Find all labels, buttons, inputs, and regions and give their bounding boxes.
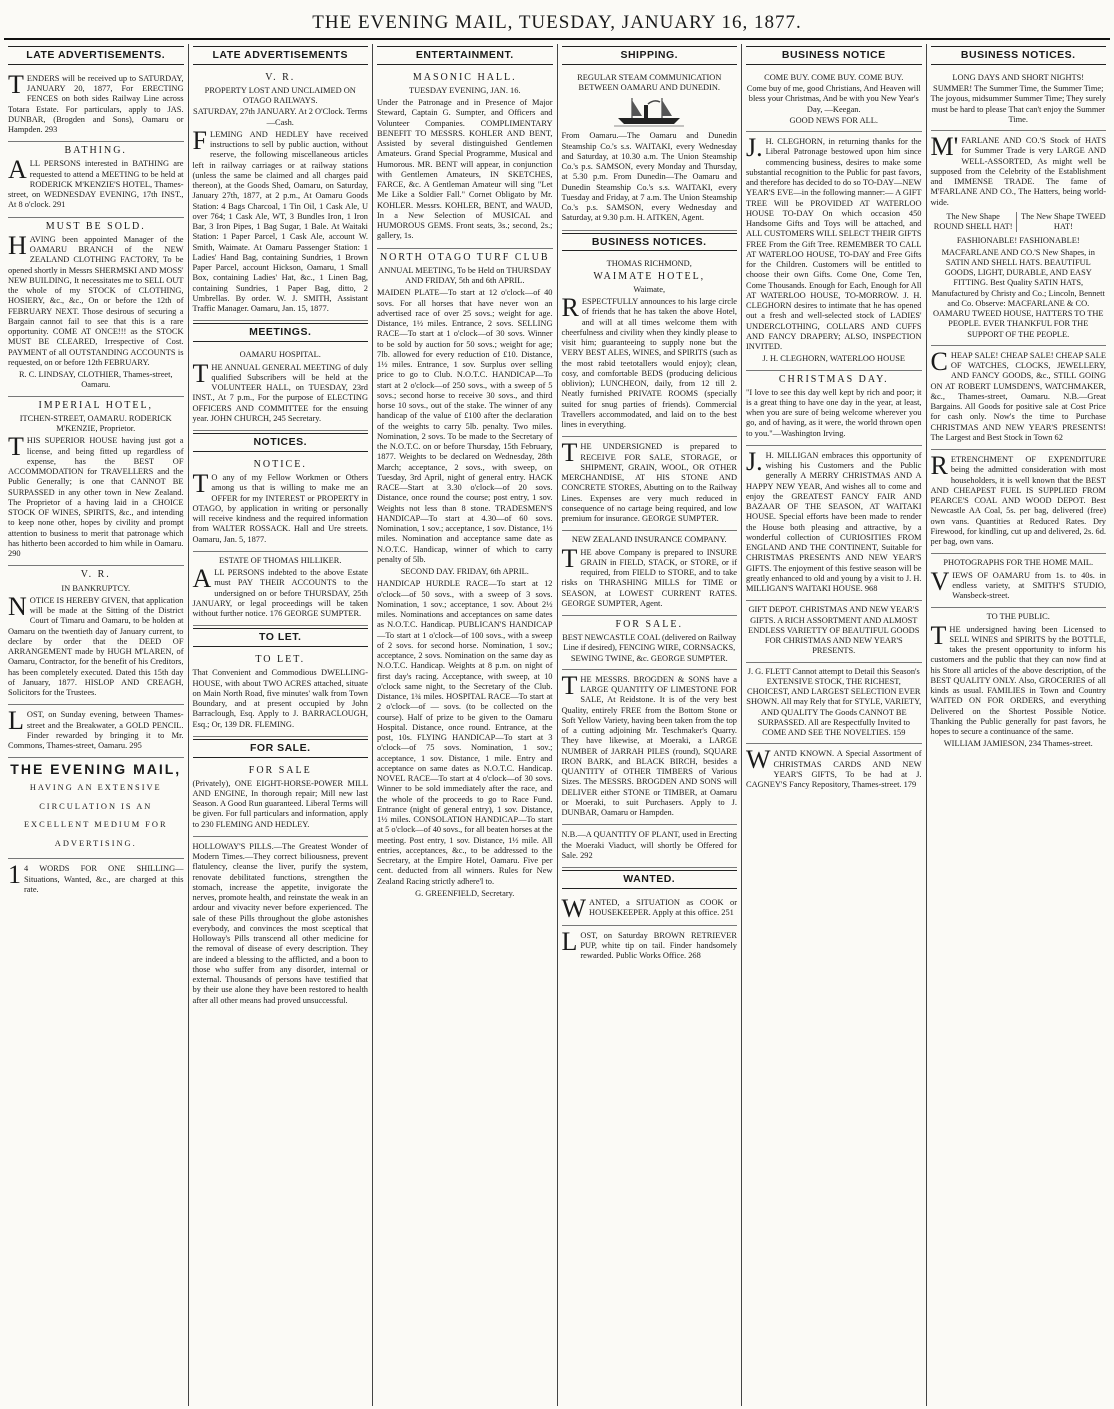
ad-heading: CHRISTMAS DAY.	[778, 373, 889, 385]
ad-heading: LONG DAYS AND SHORT NIGHTS!	[952, 72, 1085, 82]
ad-text: From Oamaru.—The Oamaru and Dunedin Steamship Co.'s s.s. WAITAKI, every Wednesday and Saturday, at 10.30 a.m. The Union Steamship Co.'s p.s. SAMSON, every Monday and Thursday, at 5.30 p.m. From Dunedin—The Oamaru and Dunedin Steamship Co.'s s.s. WAITAKI, every Tuesday and Friday, at 7 a.m. The Union Steamship Co.'s p.s. SAMSON, every Wednesday and Saturday, at 9.30 p.m. H. AITKEN, Agent.	[561, 131, 737, 223]
ad-text: WANTED, a SITUATION as COOK or HOUSEKEEPER. Apply at this office. 251	[561, 894, 737, 924]
ad-text: TENDERS will be received up to SATURDAY, JANUARY 20, 1877, For ERECTING FENCES on both sides Railway Line across Totara Estate. For particulars, apply to JAS. DUNBAR, (Brogden and Sons), Oamaru or Hampden. 293	[8, 69, 184, 135]
ad-retrenchment	[931, 450, 1107, 554]
ad-text: THIS SUPERIOR HOUSE having just got a license, and being fitted up regardless of expense, has the BEST OF ACCOMMODATION for TRAVELLERS and the Public Generally; is one that CANNOT BE SURPASSED in any other town in New Zealand. The Proprietor of a having laid in a CHOICE STOCK OF WINES, SPIRITS, &c., and intending to keep none other, hopes by civility and prompt attention to business to merit that patronage which has hitherto been accorded to him while in Oamaru. 290	[8, 432, 184, 559]
ad-text: RESPECTFULLY announces to his large circle of friends that he has taken the above Hotel, and will at all times welcome them with cheerfulness and civility when they kindly please to visit him; guaranteeing to supply none but the VERY BEST ALES, WINES, and SPIRITS (such as the most rabid teetotallers would enjoy); clean, cosy, and comfortable BEDS (producing delicious oblivion); LUNCHEON, daily, from 12 till 2. Neatly furnished PRIVATE ROOMS (specially suited for snug parties of friends). Commercial Travellers accommodated, and laid on to the best lines in everything.	[561, 293, 737, 430]
section-heading: WANTED.	[562, 870, 738, 889]
ad-text: THE undersigned having been Licensed to SELL WINES and SPIRITS by the BOTTLE, takes the present opportunity to inform his customers and the public that they can now find at his Store all articles of the above description, of the BEST QUALITY ONLY. Also, GROCERIES of all kinds as usual. FAMILIES in Town and Country WAITED ON FOR ORDERS, and everything Delivered on the Shortest Possible Notice. Thanking the Public generally for past favors, he hopes to secure a continuance of the same.	[930, 620, 1106, 737]
ad-notice	[193, 456, 369, 552]
column-4	[558, 44, 743, 1406]
ad-heading: REGULAR STEAM COMMUNICATION BETWEEN OAMARU AND DUNEDIN.	[577, 72, 722, 93]
section-heading: BUSINESS NOTICES.	[562, 233, 738, 252]
ad-heading: FASHIONABLE! FASHIONABLE!	[956, 236, 1080, 246]
ad-text: That Convenient and Commodious DWELLING-HOUSE, with about TWO ACRES attached, situate on Main North Road, five minutes' walk from Town Boundary, and at present occupied by John Barraclough, Esq. Apply to J. BARRACLOUGH, Esq.; Or, 139 DR. FLEMING.	[192, 668, 368, 729]
section-heading: NOTICES.	[193, 433, 369, 452]
ad-wanted-cook	[562, 893, 738, 926]
ad-subheading: SATURDAY, 27th JANUARY. At 2 O'Clock. Terms—Cash.	[193, 107, 368, 127]
ad-heading: FOR SALE	[248, 764, 312, 776]
ad-heading: NEW ZEALAND INSURANCE COMPANY.	[571, 535, 727, 545]
ad-royal-mark: V. R.	[80, 569, 111, 581]
ad-brogden	[562, 670, 738, 826]
ad-heading: OAMARU HOSPITAL.	[239, 350, 321, 360]
ad-waimate-hotel	[562, 255, 738, 437]
ad-heading: NOTICE.	[253, 458, 307, 470]
ad-holloway-pills	[193, 837, 369, 1012]
ad-text: HANDICAP HURDLE RACE—To start at 12 o'clock—of 50 sovs., with a sweep of 3 sovs. Nomination, 1 sov.; acceptance, 1 sov. About 2½ miles. Nominations and acceptances on same dates as N.O.T.C. Handicap. PUBLICAN'S HANDICAP—To start at 1 o'clock—of 100 sovs., with a sweep of 2 sovs. for second horse. Nomination, 1 sov.; acceptance, 2 sovs. Nomination on the same day as N.O.T.C. Handicap. Weights at 8 p.m. on night of first day's racing. Acceptance, with sweep, at 10 o'clock same night, to the Secretary of the Club. Distance, 1¾ miles. HOSPITAL RACE—To start at 2 o'clock—of — sovs. (to be collected on the course). Half of prize to be given to the Oamaru Hospital. Distance, once round. Entrance, at the post, 10s. FLYING HANDICAP—To start at 3 o'clock—of 75 sovs. Nomination, 1 sov.; acceptance, 1 sov. Distance, 1 mile. Entry and acceptance on same dates as N.O.T.C. Handicap. NOVEL RACE—To start at 4 o'clock—of 30 sovs. Winner to be sold immediately after the race, and the whole of the proceeds to go to Race Fund. Entrance (night of general entry), 1 sov. Distance, 1½ miles. CONSOLATION HANDICAP—To start at 5 o'clock—of 40 sovs., for all beaten horses at the meeting. Post entry, 1 sov. Distance, 1½ mile. All entries, acceptances, &c., to be addressed to the Secretary, at the Empire Hotel, Oamaru. Five per cent. deducted from all winners. Rules for New Zealand Racing strictly adhere'l to.	[377, 579, 553, 886]
ad-text: LOST, on Saturday BROWN RETRIEVER PUP, white tip on tail. Finder handsomely rewarded. Public Works Office. 268	[561, 926, 737, 961]
ad-text: ALL PERSONS indebted to the above Estate must PAY THEIR ACCOUNTS to the undersigned on or before THURSDAY, 25th JANUARY, or legal proceedings will be taken without further notice. 176 GEORGE SUMPTER.	[192, 564, 368, 619]
ad-masonic-hall	[377, 69, 553, 249]
ad-text: NOTICE IS HEREBY GIVEN, that application will be made at the Sitting of the District Court of Timaru and Oamaru, to be holden at Oamaru on the twentieth day of January current, to declare by order that the DEED OF ARRANGEMENT made by HUGH M'LAREN, of Oamaru, Contractor, for the benefit of his Creditors, has been completely executed. Dated this 15th day of January, 1877. HISLOP AND CREAGH, Solicitors for the Trustees.	[8, 591, 184, 698]
ad-subheading: SECOND DAY. FRIDAY, 6th APRIL.	[400, 567, 529, 577]
ad-text: M'FARLANE AND CO.'S Stock of HATS for Summer Trade is very LARGE AND WELL-ASSORTED, As might well be supposed from the Celebrity of the Establishment and IMMENSE TRADE. The fame of M'FARLANE AND CO., The Hatters, being world-wide.	[930, 132, 1106, 207]
ad-heading: FOR SALE.	[615, 619, 683, 631]
ad-heading: IN BANKRUPTCY.	[61, 583, 131, 593]
ad-text: LOST, on Sunday evening, between Thames-street and the Breakwater, a GOLD PENCIL. Finder rewarded by bringing it to Mr. Commons, Thames-street, Oamaru. 295	[8, 706, 184, 751]
ad-text: CHEAP SALE! CHEAP SALE! CHEAP SALE OF WATCHES, CLOCKS, JEWELLERY, AND FANCY GOODS, &c., STILL GOING ON AT ROBERT LUMSDEN'S, WATCHMAKER, &c., Thames-street, Oamaru. N.B.—Great Bargains. All Goods for positive sale at Cost Price for cash only. Now's the time to Purchase CHRISTMAS AND NEW YEAR'S PRESENTS! The Largest and Best Stock in Town 62	[930, 346, 1106, 442]
ad-bathing	[8, 142, 184, 217]
ad-subheading: TUESDAY EVENING, JAN. 16.	[408, 85, 521, 95]
ad-mill-for-sale	[193, 762, 369, 837]
ad-lost-pup	[562, 926, 738, 968]
column-5	[742, 44, 927, 1406]
ad-text: THE ANNUAL GENERAL MEETING of duly qualified Subscribers will be held at the VOLUNTEER HALL, on TUESDAY, 23rd INST., At 7 p.m., For the purpose of ELECTING OFFICERS AND COMMITTEE for the ensuing year. JOHN CHURCH, 245 Secretary.	[192, 358, 368, 423]
ad-text: Come buy of me, good Christians, And Heaven will bless your Christmas, And be with you New Year's Day, —Keegan.	[746, 84, 921, 114]
ad-signature: G. GREENFIELD, Secretary.	[415, 888, 515, 898]
ad-heading: MASONIC HALL.	[412, 71, 517, 83]
ad-text: MACFARLANE AND CO.'S New Shapes, in SATIN AND SHELL HATS. BEAUTIFUL GOODS, LIGHT, DURABLE, AND EASY FITTING. Best Quality SATIN HATS, Manufactured by Christy and Co.; Lincoln, Bennett and Co. Observe: MACFARLANE & CO. OAMARU TWEED HOUSE, HATTERS TO THE PEOPLE. EVER THANKFUL FOR THE SUPPORT OF THE PEOPLE.	[931, 247, 1105, 339]
section-heading: TO LET.	[193, 628, 369, 647]
ad-stores	[562, 437, 738, 531]
ad-text: HOLLOWAY'S PILLS.—The Greatest Wonder of Modern Times.—They correct biliousness, prevent flatulency, cleanse the liver, purify the system, renovate debilitated functions, strengthen the stomach, increase the appetite, invigorate the nerves, promote health, and reinstate the weak in an ardour and vivacity never before experienced. The sale of these Pills throughout the globe astonishes everybody, and convinces the most sceptical that Holloway's Pills transcend all other medicine for the removal of disease of every description. They are indeed a blessing to the afflicted, and a boon to those who suffer from any disorder, internal or external. Thousands of persons have testified that by their use alone they have been restored to health after all other means had proved unsuccessful.	[192, 841, 368, 1005]
ad-evening-mail	[8, 758, 184, 859]
ad-signature: R. C. LINDSAY, CLOTHIER, Thames-street, Oamaru.	[18, 370, 173, 390]
ad-railway-property	[193, 69, 369, 322]
ad-text: MAIDEN PLATE—To start at 12 o'clock—of 40 sovs. For all horses that have never won an advertised race of over 25 sovs.; weight for age. Distance, 1½ miles. Entrance, 2 sovs. SELLING RACE—To start at 1 o'clock—of 30 sovs. Winner to be sold by auction for 50 sovs.; weight for age; 7lb. allowed for every reduction of £10. Distance, 1½ miles. Entrance, 1 sov. Surplus over selling price to go to Club. N.O.T.C. HANDICAP—To start at 2 o'clock—of 250 sovs., with a sweep of 5 sovs.; second horse to receive 30 sovs., and third horse 10 sovs., out of the stake. The winner of any handicap of the value of £100 after the declaration of the weights to carry 5lb. penalty. Two miles. Nomination, 2 sovs. To be made to the Secretary of the N.O.T.C. on or before Thursday, 15th February, 1877. Weights to be declared on Wednesday, 28th March; acceptance, 2 sovs., with sweep, on Tuesday, 3rd April, night of general entry. HACK RACE—Start at 3.30 o'clock—of 20 sovs. Distance, once round the course; post entry, 1 sov. Weights not less than 8 stone. TRADESMEN'S HANDICAP—To start at 4.30—of 60 sovs. Nomination, 1 sov.; acceptance, 1 sov. Distance, 1½ miles. Nomination and acceptance same date as N.O.T.C. Handicap, winner of which to carry penalty of 5lb.	[377, 288, 553, 564]
ad-imperial-hotel	[8, 397, 184, 567]
column-6	[927, 44, 1111, 1406]
ad-heading: PROPERTY LOST AND UNCLAIMED ON OTAGO RAILWAYS.	[204, 85, 356, 106]
ad-text: J. G. FLETT Cannot attempt to Detail this Season's EXTENSIVE STOCK, THE RICHEST, CHOICEST, AND LARGEST SELECTION EVER SHOWN. All may Rely that for STYLE, VARIETY, AND QUALITY The Goods CANNOT BE SURPASSED. All are Respectfully Invited to COME AND SEE THE NOVELTIES. 159	[746, 666, 922, 738]
section-heading: BUSINESS NOTICES.	[931, 46, 1107, 65]
ad-signature: J. H. CLEGHORN, WATERLOO HOUSE	[762, 354, 905, 364]
ad-gift-depot	[746, 601, 922, 662]
ad-tenders	[8, 69, 184, 143]
ad-heading: NORTH OTAGO TURF CLUB	[379, 251, 550, 263]
ad-heading: TO THE PUBLIC.	[986, 612, 1050, 622]
ad-signature: WILLIAM JAMIESON, 234 Thames-street.	[943, 739, 1093, 749]
hat-shape-left: The New Shape ROUND SHELL HAT!	[931, 212, 1017, 233]
ad-christmas-day	[746, 371, 922, 446]
ad-turf-club	[377, 249, 553, 904]
ad-text: THE above Company is prepared to INSURE GRAIN in FIELD, STACK, or STORE, or if required, from FIELD to STORE, and to take risks on THRASHING MILLS for TIME or SEASON, at LOWEST CURRENT RATES. GEORGE SUMPTER, Agent.	[561, 543, 737, 608]
ad-text: TO any of my Fellow Workmen or Others among us that is willing to make me an OFFER for my INTEREST or PROPERTY in OTAGO, by application in writing or personally will receive kindness and the required information from WALTER ROSSACK. Hall and Ure streets. Oamaru, Jan. 5, 1877.	[192, 469, 368, 544]
ad-text: FLEMING AND HEDLEY have received instructions to sell by public auction, without reserve, the following miscellaneous articles left in railway carriages or at railway stations (unless the same be claimed and all charges paid thereon), at the Goods Shed, Oamaru, on Saturday, January 27th, 1877, at 2 p.m., At Oamaru Goods Station: 4 Bags Charcoal, 1 Tin Oil, 1 Cask Ale, U over 764; 1 Cask Ale, WT, 3 Bundles Iron, 1 Iron Bar, 3 Iron Pipes, 1 Bag Sugar, 1 Bale. At Waitaki Station: 1 Paper Parcel, 1 Cask Ale, account W. Smith, Waimate. At Oamaru Passenger Station: 1 Ladies' Hand Bag, containing Sundries, 1 Brown Paper Parcel, account Hickson, Oamaru, 1 Small Box, containing Ladies' Hat, &c., 1 Linen Bag, containing Sundries, 1 Paper Bag, ditto, 2 Umbrellas. By order. W. J. SMITH, Assistant Traffic Manager. Oamaru, Jan. 15, 1877.	[192, 125, 368, 314]
hat-shapes	[931, 211, 1107, 234]
ad-heading: MUST BE SOLD.	[45, 220, 146, 232]
ad-lost-pencil	[8, 705, 184, 758]
ad-heading: IMPERIAL HOTEL,	[38, 399, 154, 411]
ad-to-the-public	[931, 608, 1107, 754]
ad-royal-mark: V. R.	[265, 71, 296, 83]
ad-to-let	[193, 651, 369, 737]
ad-text: SUMMER! The Summer Time, the Summer Time; The joyous, midsummer Summer Time; They surely must be hard to please That can't enjoy the Summer Time.	[930, 84, 1106, 124]
ad-text: HAVING been appointed Manager of the OAMARU BRANCH of the NEW ZEALAND CLOTHING FACTORY, To be opened shortly in Messrs SHERMSKI AND MOSS' NEW BUILDING, It necessitates me to SELL OUT the whole of my STOCK of CLOTHING, HOSIERY, &c., &c., On or before the 12th of FEBRUARY NEXT. Those desirous of securing a Bargain cannot fail to see that this is a rare opportunity. COME AT ONCE!!! as the STOCK MUST BE CLEARED, Irrespective of Cost. PAYMENT of all OUTSTANDING ACCOUNTS is requested, on or before 12th FEBRUARY.	[8, 230, 184, 367]
ad-heading: BATHING.	[64, 145, 127, 157]
ad-come-buy	[746, 69, 922, 132]
ad-text: VIEWS OF OAMARU from 1s. to 40s. in endless variety, at SMITH'S STUDIO, Wansbeck-street.	[930, 566, 1106, 601]
ad-heading: GOOD NEWS FOR ALL.	[789, 115, 878, 125]
ad-wanted-known	[746, 744, 922, 796]
ad-plant	[562, 825, 738, 868]
section-heading: SHIPPING.	[562, 46, 738, 65]
section-heading: MEETINGS.	[193, 323, 369, 342]
steamship-icon	[614, 96, 684, 128]
ad-flett	[746, 663, 922, 745]
ad-text: Under the Patronage and in Presence of Major Steward, Captain G. Sumpter, and Officers and Volunteer Companies. COMPLIMENTARY BENEFIT TO MESSRS. KOHLER AND BENT, Assisted by several distinguished Gentlemen Amateurs. Grand Special Programme, Musical and Humorous. MR. BENT will appear, in conjunction with Gentlemen Amateurs, IN SKETCHES, FARCE, &c. A Gentleman Amateur will sing "Let Me Like a Soldier Fall." Cornet Obligato by Mr. KOHLER. Messrs. KOHLER, BENT, and WAUD, In a New Selection of MUSICAL and HUMOROUS GEMS. Front seats, 3s.; second, 2s.; gallery, 1s.	[377, 98, 553, 241]
ad-subheading: ITCHEN-STREET, OAMARU. RODERICK M'KENZIE, Proprietor.	[19, 413, 172, 434]
ad-photographs	[931, 554, 1107, 608]
ad-heading: COME BUY. COME BUY. COME BUY.	[764, 72, 904, 82]
ad-heading: THE EVENING MAIL,	[10, 761, 182, 778]
ad-text: "I love to see this day well kept by rich and poor; it is a great thing to have one day in the year, at least, when you are sure of being welcome wherever you go, and of having, as it were, the world thrown open to you."—Washington Irving.	[746, 387, 922, 438]
ad-cheap-sale	[931, 346, 1107, 450]
ad-milligan	[746, 446, 922, 602]
ad-summer	[931, 69, 1107, 131]
section-heading: ENTERTAINMENT.	[377, 46, 553, 65]
ad-insurance	[562, 531, 738, 616]
ad-subheading: Waimate,	[633, 284, 666, 294]
ad-text: 14 WORDS FOR ONE SHILLING— Situations, Wanted, &c., are charged at this rate.	[8, 860, 184, 894]
ad-text: J.H. MILLIGAN embraces this opportunity of wishing his Customers and the Public generally A MERRY CHRISTMAS AND A HAPPY NEW YEAR, And wishes all to come and enjoy the GREATEST FANCY FAIR AND BAZAAR OF THE SEASON, AT WAITAKI HOUSE. Special efforts have been made to render the House both pleasing and attractive, by a wonderful collection of CURIOSITIES FROM ENGLAND AND THE CONTINENT, Suitable for CHRISTMAS PRESENTS AND NEW YEAR'S GIFTS. The enjoyment of this festive season will be greatly enhanced to old and young by a visit to J. H. MILLIGAN'S WAITAKI HOUSE. 968	[746, 446, 922, 594]
ad-heading: THOMAS RICHMOND,	[606, 259, 692, 269]
ad-hospital	[193, 346, 369, 431]
section-heading: FOR SALE.	[193, 739, 369, 758]
column-1	[4, 44, 189, 1406]
ad-heading: ESTATE OF THOMAS HILLIKER.	[219, 555, 342, 565]
ad-text: THE UNDERSIGNED is prepared to RECEIVE FOR SALE, STORAGE, or SHIPMENT, GRAIN, WOOL, OR OTHER MERCHANDISE, AT HIS STONE AND CONCRETE STORES, Abutting on to the Railway Lines. Expenses are very much reduced in consequence of no cartage being required, and low premium for insurance. GEORGE SUMPTER.	[561, 438, 737, 524]
ad-words-rate	[8, 859, 184, 901]
ad-coal-for-sale	[562, 616, 738, 670]
section-heading: LATE ADVERTISEMENTS.	[8, 46, 184, 65]
ad-text: N.B.—A QUANTITY OF PLANT, used in Erecting the Moeraki Viaduct, will shortly be Offered for Sale. 292	[561, 830, 737, 860]
column-2	[189, 44, 374, 1406]
ad-heading: PHOTOGRAPHS FOR THE HOME MAIL.	[943, 558, 1094, 568]
ad-must-be-sold	[8, 218, 184, 397]
ad-text: GIFT DEPOT. CHRISTMAS AND NEW YEAR'S GIFTS. A RICH ASSORTMENT AND ALMOST ENDLESS VARIETTY OF BEAUTIFUL GOODS FOR CHRISTMAS AND NEW YEAR'S PRESENTS.	[748, 605, 920, 656]
ad-text: HAVING AN EXTENSIVE CIRCULATION IS AN EXCELLENT MEDIUM FOR ADVERTISING.	[23, 783, 168, 848]
ad-text: J.H. CLEGHORN, in returning thanks for the Liberal Patronage bestowed upon him since commencing business, desires to make some substantial recognition to the Public for past favors, and therefore has decided to do so TO-DAY—NEW YEAR'S EVE—in the following manner:— A GIFT TREE Will be PROVIDED AT WATERLOO HOUSE TO-DAY On which occasion 450 Handsome Gifts and Toys will be attached, and ALL CUSTOMERS WILL SELECT THEIR GIFTS FREE From the Gift Tree. REMEMBER TO CALL AT WATERLOO HOUSE, TO-DAY and Free Gifts for the Children. Customers will be entitled to choose their own Gifts. Come One, Come Ten, Come Thousands. Enough for Each, Enough for All AT WATERLOO HOUSE, TO-MORROW. J. H. CLEGHORN desires to intimate that he has opened out a fresh and well-selected stock of LADIES' UNDERCLOTHING, COLLARS AND CUFFS AND FANCY DRAPERY; ALSO, INSPECTION INVITED.	[746, 133, 922, 352]
ad-cleghorn	[746, 132, 922, 371]
masthead: THE EVENING MAIL, TUESDAY, JANUARY 16, 1877.	[4, 8, 1110, 40]
ad-subheading: ANNUAL MEETING, To be Held on THURSDAY AND FRIDAY, 5th and 6th APRIL.	[378, 265, 552, 286]
ad-bankruptcy	[8, 566, 184, 705]
ad-text: RETRENCHMENT OF EXPENDITURE being the admitted consideration with most householders, it is well known that the BEST AND CHEAPEST FUEL IS SUPPLIED FROM PEARCE'S COAL AND WOOD DEPOT. Best Newcastle AA Coal, 5s. per bag, delivered (free) own vans. Quantities at Reduced Rates. Dry Firewood, for kindling, cut up and delivered, 2s. 6d. per bag, own vans.	[930, 451, 1106, 547]
section-heading: BUSINESS NOTICE	[746, 46, 922, 65]
ad-text: BEST NEWCASTLE COAL (delivered on Railway Line if desired), FENCING WIRE, CORNSACKS, SEWING TWINE, &c. GEORGE SUMPTER.	[562, 633, 737, 663]
column-3	[373, 44, 558, 1406]
columns	[4, 44, 1110, 1406]
ad-text: THE MESSRS. BROGDEN & SONS have a LARGE QUANTITY OF LIMESTONE FOR SALE, At Reidstone. It is of the very best Quality, entirely FREE from the Bottom Stone or Soft Yellow Variety, having been taken from the top of a cutting adjoining Mr. Teschmaker's Quarry. They have likewise, at Moeraki, a LARGE NUMBER of JARRAH PILES (round), SQUARE IRON BARK, and BLACK BIRCH, besides a QUANTITY of OTHER TIMBERS of Various Sizes. The MESSRS. BROGDEN AND SONS will DELIVER either STONE or TIMBER, at Oamaru or Moeraki, to suit Purchasers. Apply to J. DUNBAR, Oamaru or Hampden.	[561, 670, 737, 818]
ad-mfarlane-hats	[931, 131, 1107, 346]
ad-text: (Privately), ONE EIGHT-HORSE-POWER MILL AND ENGINE, In thorough repair; Mill new last Season. A Good Run guaranteed. Liberal Terms will be given. For full particulars and information, apply to 230 FLEMING AND HEDLEY.	[192, 778, 368, 829]
ad-text: ALL PERSONS interested in BATHING are requested to attend a MEETING to be held at RODERICK M'KENZIE'S HOTEL, Thames-street, on WEDNESDAY EVENING, 17th INST., At 8 o'clock. 291	[8, 155, 184, 210]
hat-shape-right: The New Shape TWEED HAT!	[1021, 211, 1106, 232]
ad-estate	[193, 552, 369, 627]
ad-text: WANTD KNOWN. A Special Assortment of CHRISTMAS CARDS AND NEW YEAR'S GIFTS, To be had at J. CAGNEY'S Fancy Repository, Thames-street. 179	[746, 745, 922, 790]
ad-heading: WAIMATE HOTEL,	[593, 270, 706, 282]
section-heading: LATE ADVERTISEMENTS	[193, 46, 369, 65]
ad-heading: TO LET.	[255, 654, 306, 666]
ad-steam-communication	[562, 69, 738, 231]
